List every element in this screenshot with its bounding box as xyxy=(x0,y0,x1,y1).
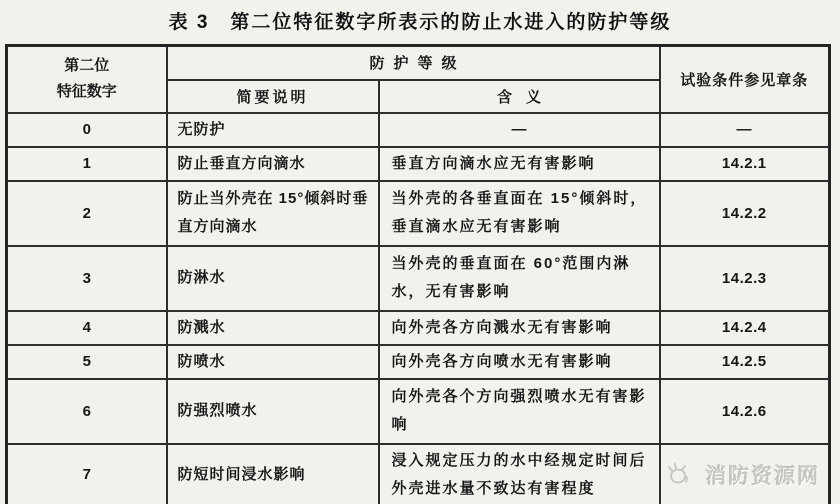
table-row xyxy=(7,444,830,504)
table-body xyxy=(7,113,830,504)
table-row xyxy=(7,246,830,311)
header-digit-line2: 特征数字 xyxy=(56,83,117,101)
cell-test: 14.2.6 xyxy=(660,379,830,444)
cell-test: 14.2.4 xyxy=(660,311,830,345)
table-row xyxy=(7,379,830,444)
table-row xyxy=(7,181,830,246)
watermark-text: 消防资源网 xyxy=(705,464,821,488)
header-meaning: 含义 xyxy=(379,80,660,113)
cell-test: 14.2.5 xyxy=(660,345,830,379)
protection-level-table xyxy=(5,44,831,504)
cell-test: 14.2.1 xyxy=(660,147,830,181)
cell-test-watermarked xyxy=(660,444,830,504)
table-row xyxy=(7,113,830,147)
cell-brief: 防短时间浸水影响 xyxy=(167,444,379,504)
header-brief: 简要说明 xyxy=(167,80,379,113)
header-test-condition: 试验条件参见章条 xyxy=(660,46,830,113)
cell-brief: 防强烈喷水 xyxy=(167,379,379,444)
cell-brief: 防止垂直方向滴水 xyxy=(167,147,379,181)
table-row xyxy=(7,311,830,345)
cell-digit: 0 xyxy=(7,113,167,147)
cell-brief: 防喷水 xyxy=(167,345,379,379)
table-title: 表 3 第二位特征数字所表示的防止水进入的防护等级 xyxy=(168,12,672,33)
cell-digit: 1 xyxy=(7,147,167,181)
cell-meaning: 浸入规定压力的水中经规定时间后外壳进水量不致达有害程度 xyxy=(379,444,660,504)
table-row xyxy=(7,345,830,379)
cell-digit: 2 xyxy=(7,181,167,246)
cell-brief: 防止当外壳在 15°倾斜时垂直方向滴水 xyxy=(167,181,379,246)
cell-meaning: 当外壳的各垂直面在 15°倾斜时，垂直滴水应无有害影响 xyxy=(379,181,660,246)
cell-brief: 防溅水 xyxy=(167,311,379,345)
cell-digit: 3 xyxy=(7,246,167,311)
cell-meaning: 当外壳的垂直面在 60°范围内淋水，无有害影响 xyxy=(379,246,660,311)
cell-digit: 5 xyxy=(7,345,167,379)
watermark-logo-icon xyxy=(668,463,698,487)
cell-meaning: 向外壳各方向喷水无有害影响 xyxy=(379,345,660,379)
header-protection-level: 防护等级 xyxy=(167,46,660,80)
cell-meaning: — xyxy=(379,113,660,147)
cell-digit: 4 xyxy=(7,311,167,345)
table-row xyxy=(7,147,830,181)
cell-meaning: 向外壳各方向溅水无有害影响 xyxy=(379,311,660,345)
cell-meaning: 垂直方向滴水应无有害影响 xyxy=(379,147,660,181)
header-row-top xyxy=(7,46,830,80)
cell-test: 14.2.3 xyxy=(660,246,830,311)
cell-brief: 无防护 xyxy=(167,113,379,147)
watermark xyxy=(661,460,829,490)
cell-digit: 7 xyxy=(7,444,167,504)
header-digit xyxy=(7,46,167,113)
cell-brief: 防淋水 xyxy=(167,246,379,311)
cell-test: — xyxy=(660,113,830,147)
cell-digit: 6 xyxy=(7,379,167,444)
cell-meaning: 向外壳各个方向强烈喷水无有害影响 xyxy=(379,379,660,444)
table-header xyxy=(7,46,830,113)
cell-test: 14.2.2 xyxy=(660,181,830,246)
header-digit-line1: 第二位 xyxy=(64,57,110,75)
